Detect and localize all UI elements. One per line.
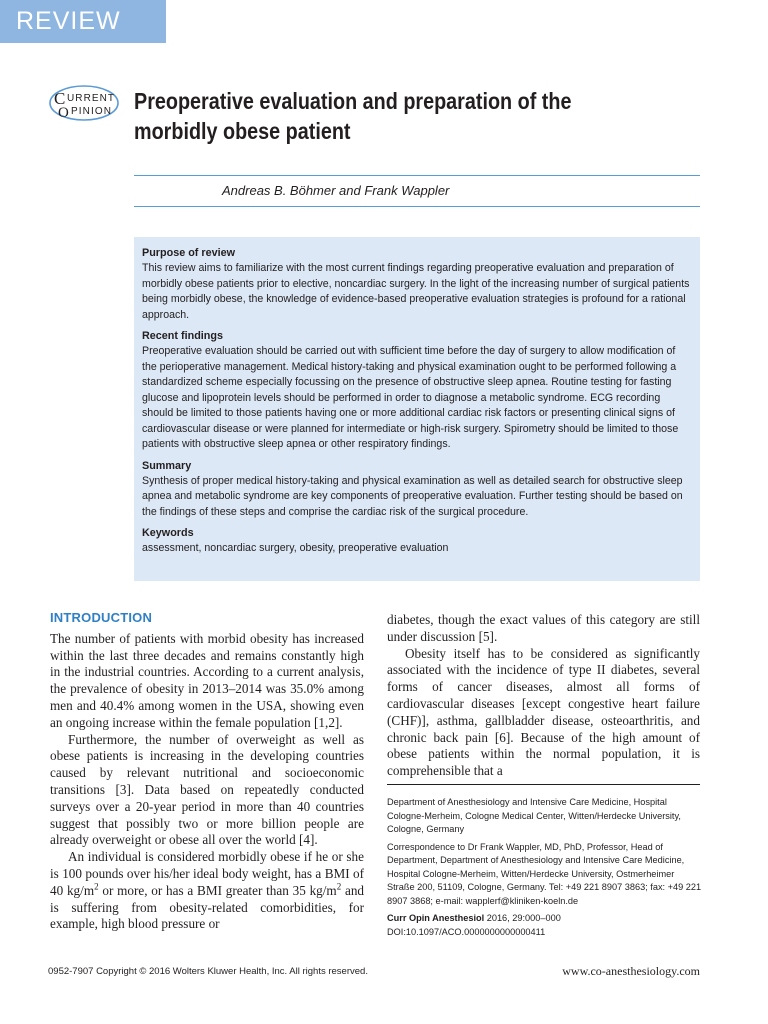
- section-tab-review: REVIEW: [0, 0, 166, 43]
- authors: Andreas B. Böhmer and Frank Wappler: [222, 183, 450, 198]
- summary-text: Synthesis of proper medical history-taking and physical examination as well as detailed search for obstructive sleep apnea and metabolic syndrome are key components of preoperative evaluation. Further testing should be based on the findings of these steps and comprise the cardiac risk of the surgical procedure.: [142, 474, 683, 518]
- affiliation-rule: [387, 784, 700, 785]
- logo-line1: URRENT: [67, 93, 114, 104]
- keywords-heading: Keywords: [142, 527, 194, 539]
- title-line-1: Preoperative evaluation and preparation of the: [134, 88, 572, 114]
- logo-line2: PINION: [71, 106, 111, 117]
- affiliation-department: Department of Anesthesiology and Intensive Care Medicine, Hospital Cologne-Merheim, Cologne Medical Center, Witten/Herdecke University, Cologne, Germany: [387, 797, 681, 834]
- logo-initial-c: C: [54, 89, 66, 108]
- journal-website-link[interactable]: www.co-anesthesiology.com: [562, 964, 700, 978]
- body-paragraph-2: Furthermore, the number of overweight as well as obese patients is increasing in the developing countries caused by relevant nutritional and socioeconomic transitions [3]. Data based on repeatedly conducted surveys over a 20-year period in more than 40 countries suggest that possibly two or more billion people are already overweight or obese all over the world [4].: [50, 731, 364, 848]
- summary-heading: Summary: [142, 459, 192, 472]
- title-rule-bottom: [134, 206, 700, 207]
- body-paragraph-5: Obesity itself has to be considered as significantly associated with the incidence of type II diabetes, several forms of cancer diseases, almost all forms of cardiovascular diseases [except congestive heart failure (CHF)], asthma, gallbladder disease, osteoarthritis, and chronic back pain [6]. Because of the high amount of obese patients within the normal population, it is comprehensible that a: [387, 645, 700, 779]
- body-column-left: [50, 610, 364, 933]
- findings-text: Preoperative evaluation should be carried out with sufficient time before the day of surgery to allow modification of the perioperative management. Medical history-taking and physical examination ought to be performed following a standardized scheme especially focussing on the presence of obstructive sleep apnea. Routine testing for fasting glucose and lipoprotein levels should be performed in order to diagnose a metabolic syndrome. ECG recording should be limited to those patients having one or more additional cardiac risk factors or presenting clinical signs of cardiovascular disease or were planned for intermediate or high-risk surgery. Spirometry should be limited to those patients with obstructive sleep apnea or other respiratory findings.: [142, 345, 679, 450]
- introduction-heading: INTRODUCTION: [50, 610, 153, 625]
- body-column-right: [387, 612, 700, 780]
- affiliation-correspondence: Correspondence to Dr Frank Wappler, MD, PhD, Professor, Head of Department, Department of Anesthesiology and Intensive Care Medicine, Hospital Cologne-Merheim, Witten/Herdecke University, Ostmerheimer Straße 200, 51109, Cologne, Germany. Tel: +49 221 8907 3863; fax: +49 221 8907 3868; e-mail: wapplerf@kliniken-koeln.de: [387, 841, 702, 906]
- purpose-heading: Purpose of review: [142, 247, 236, 259]
- article-title: [134, 86, 650, 146]
- current-opinion-logo: [48, 84, 120, 122]
- affiliation-block: [387, 796, 703, 943]
- journal-citation: Curr Opin Anesthesiol 2016, 29:000–000: [387, 913, 561, 923]
- purpose-text: This review aims to familiarize with the most current findings regarding preoperative evaluation and preparation of morbidly obese patients prior to elective, noncardiac surgery. In the light of the increasing number of surgical patients being morbidly obese, the knowledge of evidence-based preoperative evaluation strategies is profound for a rational approach.: [142, 262, 690, 321]
- keywords-text: assessment, noncardiac surgery, obesity, preoperative evaluation: [142, 542, 449, 554]
- title-line-2: morbidly obese patient: [134, 118, 351, 144]
- abstract-box: [134, 237, 700, 581]
- body-paragraph-1: The number of patients with morbid obesity has increased within the last three decades and remains constantly high in the industrial countries. According to a current analysis, the prevalence of obesity in 2013–2014 was 35.0% among men and 40.4% among women in the USA, showing even an ongoing increase within the female population [1,2].: [50, 630, 364, 730]
- body-paragraph-3: An individual is considered morbidly obese if he or she is 100 pounds over his/her ideal body weight, has a BMI of 40 $kg/m^2$ or more, or has a BMI greater than 35 $kg/m^2$ and is suffering from obesity-related comorbidities, for example, high blood pressure or: [50, 849, 365, 932]
- title-rule-top: [134, 175, 700, 176]
- logo-initial-o: O: [58, 105, 69, 121]
- copyright-notice: 0952-7907 Copyright © 2016 Wolters Kluwer Health, Inc. All rights reserved.: [48, 966, 368, 977]
- body-paragraph-4: diabetes, though the exact values of this category are still under discussion [5].: [387, 612, 700, 644]
- findings-heading: Recent findings: [142, 330, 223, 342]
- doi: DOI:10.1097/ACO.0000000000000411: [387, 926, 546, 937]
